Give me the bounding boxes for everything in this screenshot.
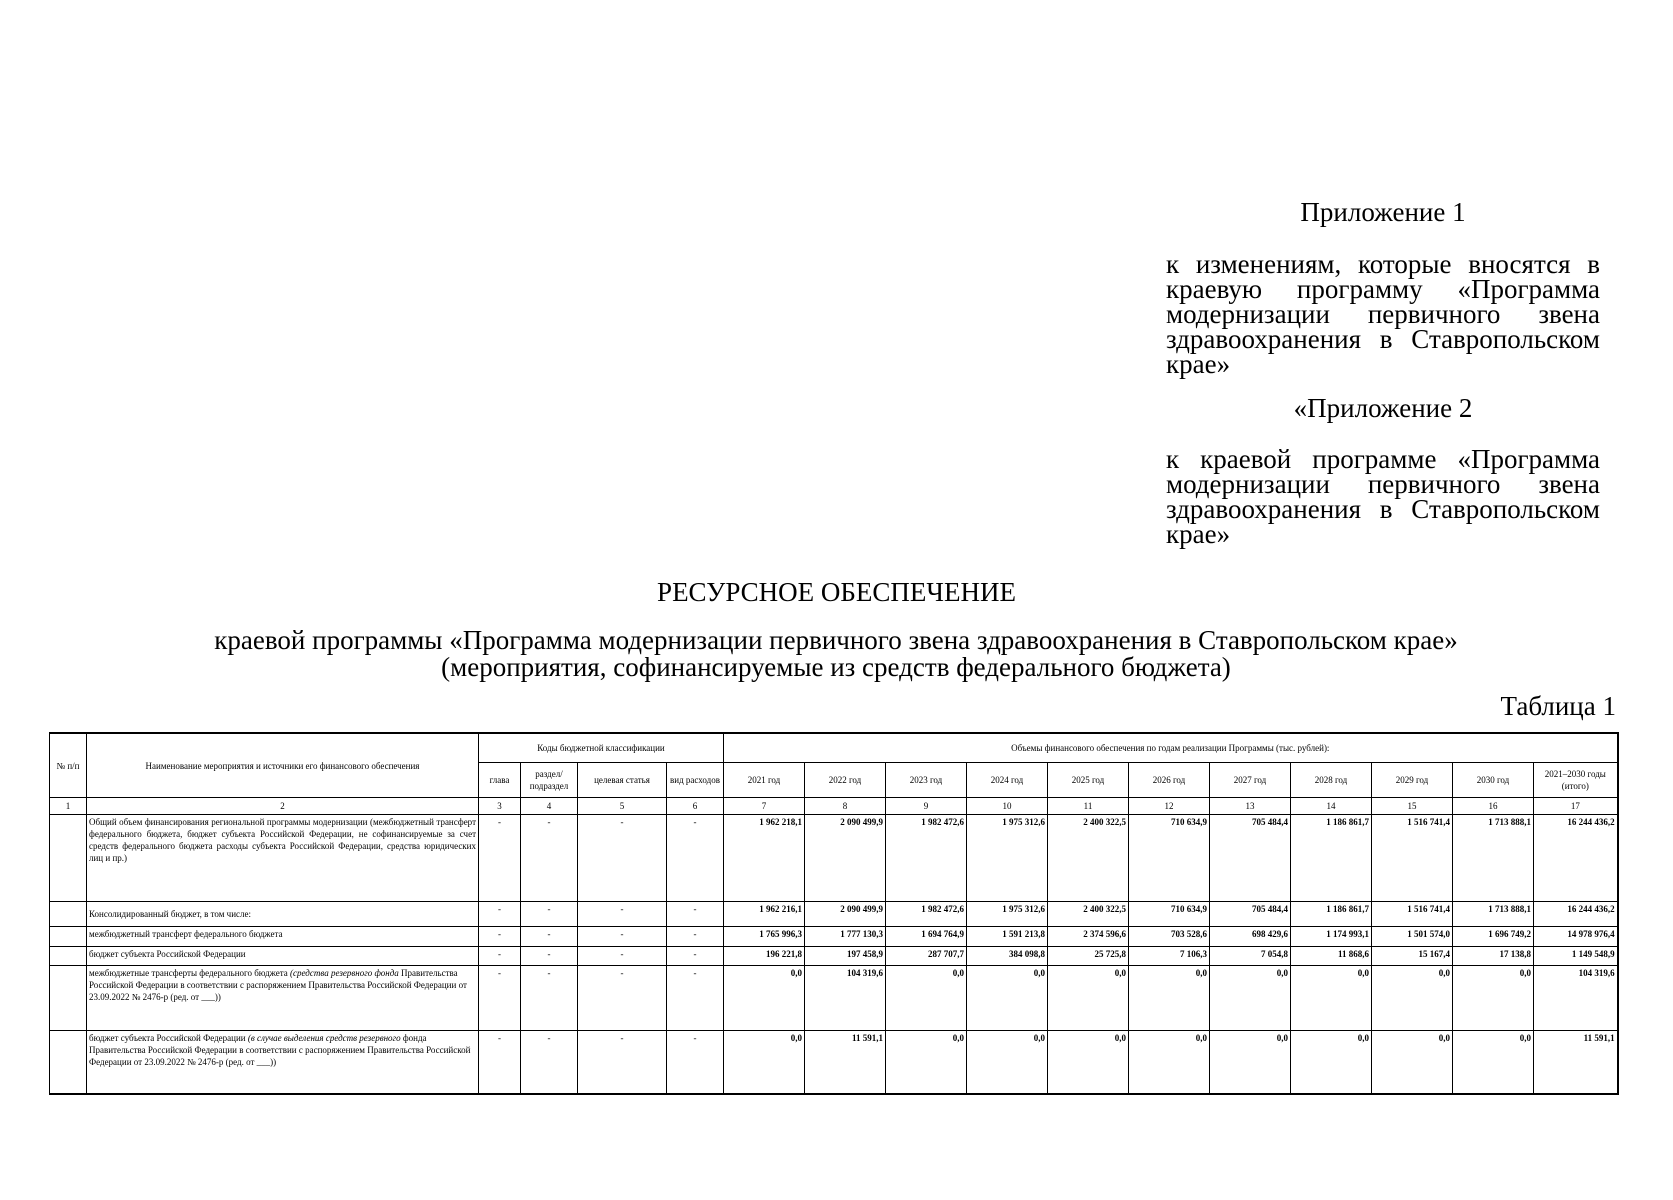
- code-cell: -: [521, 902, 578, 927]
- value-cell: 1 696 749,2: [1453, 927, 1534, 947]
- header-year-col: 2022 год: [805, 763, 886, 798]
- header-name: Наименование мероприятия и источники его финансового обеспечения: [87, 733, 479, 798]
- column-number: 15: [1372, 798, 1453, 815]
- value-cell: 705 484,4: [1210, 902, 1291, 927]
- value-cell: 0,0: [1453, 966, 1534, 1031]
- row-name: Общий объем финансирования региональной программы модернизации (межбюджетный трансферт федерального бюджета, бюджет субъекта Российской Федерации, не софинансируемые за счет средств федерального бюджета расходы субъекта Российской Федерации, средства юридических лиц и пр.): [87, 815, 479, 902]
- header-code-col: глава: [479, 763, 521, 798]
- appendix2-title: «Приложение 2: [1293, 393, 1473, 423]
- value-cell: 0,0: [1453, 1031, 1534, 1095]
- value-cell: 1 149 548,9: [1534, 947, 1618, 966]
- code-cell: -: [578, 815, 667, 902]
- code-cell: -: [667, 1031, 724, 1095]
- column-number: 13: [1210, 798, 1291, 815]
- row-name: Консолидированный бюджет, в том числе:: [87, 902, 479, 927]
- code-cell: -: [578, 947, 667, 966]
- resource-table: [49, 732, 1619, 1095]
- column-number: 9: [886, 798, 967, 815]
- header-volumes-group: Объемы финансового обеспечения по годам реализации Программы (тыс. рублей):: [724, 733, 1618, 763]
- value-cell: 2 374 596,6: [1048, 927, 1129, 947]
- value-cell: 17 138,8: [1453, 947, 1534, 966]
- row-num-cell: [50, 902, 87, 927]
- row-name-italic: (средства резервного фонда: [290, 968, 399, 978]
- value-cell: 0,0: [724, 1031, 805, 1095]
- value-cell: 197 458,9: [805, 947, 886, 966]
- header-year-col: 2027 год: [1210, 763, 1291, 798]
- code-cell: -: [479, 902, 521, 927]
- column-number: 7: [724, 798, 805, 815]
- value-cell: 0,0: [1048, 966, 1129, 1031]
- header-code-col: вид расходов: [667, 763, 724, 798]
- row-name-rest: Правительства Российской Федерации в соответствии с распоряжением Правительства Российской Федерации от 23.09.2022 № 2476-р (ред. от ___)): [89, 968, 467, 1002]
- code-cell: -: [521, 927, 578, 947]
- header-year-col: 2026 год: [1129, 763, 1210, 798]
- value-cell: 25 725,8: [1048, 947, 1129, 966]
- value-cell: 705 484,4: [1210, 815, 1291, 902]
- code-cell: -: [479, 947, 521, 966]
- code-cell: -: [521, 947, 578, 966]
- value-cell: 1 501 574,0: [1372, 927, 1453, 947]
- value-cell: 698 429,6: [1210, 927, 1291, 947]
- value-cell: 710 634,9: [1129, 815, 1210, 902]
- row-name-main: бюджет субъекта Российской Федерации: [89, 1033, 246, 1043]
- column-number: 4: [521, 798, 578, 815]
- value-cell: 1 765 996,3: [724, 927, 805, 947]
- row-name: [87, 966, 479, 1031]
- value-cell: 703 528,6: [1129, 927, 1210, 947]
- document-title: РЕСУРСНОЕ ОБЕСПЕЧЕНИЕ: [657, 577, 1016, 607]
- appendix2-text: к краевой программе «Программа модернизации первичного звена здравоохранения в Ставропольском крае»: [1166, 444, 1600, 549]
- column-number: 1: [50, 798, 87, 815]
- value-cell: 287 707,7: [886, 947, 967, 966]
- subtitle-line1: краевой программы «Программа модернизации первичного звена здравоохранения в Ставропольском крае»: [214, 625, 1458, 655]
- value-cell: 1 777 130,3: [805, 927, 886, 947]
- value-cell: 104 319,6: [1534, 966, 1618, 1031]
- appendix1-title: Приложение 1: [1300, 197, 1466, 227]
- header-year-col: 2023 год: [886, 763, 967, 798]
- value-cell: 0,0: [1291, 966, 1372, 1031]
- column-number: 6: [667, 798, 724, 815]
- code-cell: -: [578, 1031, 667, 1095]
- header-year-col: 2025 год: [1048, 763, 1129, 798]
- column-number-row: [50, 798, 1618, 815]
- value-cell: 1 174 993,1: [1291, 927, 1372, 947]
- code-cell: -: [667, 966, 724, 1031]
- header-year-col: 2030 год: [1453, 763, 1534, 798]
- header-year-col: 2024 год: [967, 763, 1048, 798]
- table-row: [50, 902, 1618, 927]
- table-row: [50, 947, 1618, 966]
- column-number: 17: [1534, 798, 1618, 815]
- value-cell: 384 098,8: [967, 947, 1048, 966]
- value-cell: 11 591,1: [1534, 1031, 1618, 1095]
- value-cell: 0,0: [967, 1031, 1048, 1095]
- column-number: 5: [578, 798, 667, 815]
- row-num-cell: [50, 947, 87, 966]
- row-name-italic: (в случае выделения средств резервного: [247, 1033, 401, 1043]
- row-num-cell: [50, 1031, 87, 1095]
- value-cell: 16 244 436,2: [1534, 815, 1618, 902]
- value-cell: 11 868,6: [1291, 947, 1372, 966]
- value-cell: 0,0: [967, 966, 1048, 1031]
- column-number: 16: [1453, 798, 1534, 815]
- code-cell: -: [578, 902, 667, 927]
- value-cell: 1 713 888,1: [1453, 902, 1534, 927]
- code-cell: -: [479, 815, 521, 902]
- value-cell: 1 975 312,6: [967, 902, 1048, 927]
- value-cell: 1 962 218,1: [724, 815, 805, 902]
- value-cell: 0,0: [1210, 966, 1291, 1031]
- value-cell: 1 516 741,4: [1372, 815, 1453, 902]
- value-cell: 0,0: [886, 966, 967, 1031]
- row-name-main: межбюджетные трансферты федерального бюджета: [89, 968, 288, 978]
- table-label: Таблица 1: [1500, 691, 1616, 721]
- row-num-cell: [50, 927, 87, 947]
- header-year-col: 2021 год: [724, 763, 805, 798]
- value-cell: 11 591,1: [805, 1031, 886, 1095]
- header-year-col: 2029 год: [1372, 763, 1453, 798]
- value-cell: 1 962 216,1: [724, 902, 805, 927]
- value-cell: 7 054,8: [1210, 947, 1291, 966]
- code-cell: -: [667, 927, 724, 947]
- value-cell: 0,0: [1129, 1031, 1210, 1095]
- header-codes-group: Коды бюджетной классификации: [479, 733, 724, 763]
- row-name: [87, 1031, 479, 1095]
- subtitle-line2: (мероприятия, софинансируемые из средств федерального бюджета): [441, 652, 1231, 682]
- row-num-cell: [50, 966, 87, 1031]
- value-cell: 2 090 499,9: [805, 902, 886, 927]
- value-cell: 1 186 861,7: [1291, 902, 1372, 927]
- header-year-col: 2028 год: [1291, 763, 1372, 798]
- value-cell: 1 591 213,8: [967, 927, 1048, 947]
- value-cell: 1 982 472,6: [886, 815, 967, 902]
- table-row: [50, 966, 1618, 1031]
- value-cell: 0,0: [1048, 1031, 1129, 1095]
- column-number: 14: [1291, 798, 1372, 815]
- value-cell: 7 106,3: [1129, 947, 1210, 966]
- value-cell: 0,0: [1372, 1031, 1453, 1095]
- value-cell: 710 634,9: [1129, 902, 1210, 927]
- value-cell: 0,0: [886, 1031, 967, 1095]
- value-cell: 1 516 741,4: [1372, 902, 1453, 927]
- value-cell: 16 244 436,2: [1534, 902, 1618, 927]
- column-number: 12: [1129, 798, 1210, 815]
- row-name: бюджет субъекта Российской Федерации: [87, 947, 479, 966]
- header-year-col: 2021–2030 годы (итого): [1534, 763, 1618, 798]
- header-num: № п/п: [50, 733, 87, 798]
- value-cell: 1 694 764,9: [886, 927, 967, 947]
- row-name: межбюджетный трансферт федерального бюджета: [87, 927, 479, 947]
- column-number: 10: [967, 798, 1048, 815]
- code-cell: -: [667, 947, 724, 966]
- column-number: 3: [479, 798, 521, 815]
- code-cell: -: [521, 815, 578, 902]
- row-name-rest: фонда Правительства Российской Федерации в соответствии с распоряжением Правительства Российской Федерации от 23.09.2022 № 2476-р (ред. от ___)): [89, 1033, 471, 1067]
- value-cell: 0,0: [724, 966, 805, 1031]
- row-num-cell: [50, 815, 87, 902]
- value-cell: 1 186 861,7: [1291, 815, 1372, 902]
- code-cell: -: [479, 927, 521, 947]
- value-cell: 1 982 472,6: [886, 902, 967, 927]
- code-cell: -: [521, 966, 578, 1031]
- column-number: 2: [87, 798, 479, 815]
- value-cell: 0,0: [1129, 966, 1210, 1031]
- appendix1-text: к изменениям, которые вносятся в краевую программу «Программа модернизации первичного звена здравоохранения в Ставропольском крае»: [1166, 249, 1600, 379]
- value-cell: 1 975 312,6: [967, 815, 1048, 902]
- value-cell: 0,0: [1291, 1031, 1372, 1095]
- table-row: [50, 927, 1618, 947]
- code-cell: -: [667, 815, 724, 902]
- value-cell: 196 221,8: [724, 947, 805, 966]
- table-header-row: [50, 733, 1618, 763]
- document-subtitle: [186, 627, 1486, 681]
- code-cell: -: [479, 1031, 521, 1095]
- value-cell: 104 319,6: [805, 966, 886, 1031]
- value-cell: 14 978 976,4: [1534, 927, 1618, 947]
- value-cell: 2 090 499,9: [805, 815, 886, 902]
- table-row: [50, 815, 1618, 902]
- code-cell: -: [578, 927, 667, 947]
- column-number: 8: [805, 798, 886, 815]
- value-cell: 2 400 322,5: [1048, 815, 1129, 902]
- value-cell: 2 400 322,5: [1048, 902, 1129, 927]
- code-cell: -: [578, 966, 667, 1031]
- value-cell: 0,0: [1372, 966, 1453, 1031]
- column-number: 11: [1048, 798, 1129, 815]
- header-code-col: целевая статья: [578, 763, 667, 798]
- header-code-col: раздел/ подраздел: [521, 763, 578, 798]
- value-cell: 0,0: [1210, 1031, 1291, 1095]
- code-cell: -: [521, 1031, 578, 1095]
- table-row: [50, 1031, 1618, 1095]
- value-cell: 1 713 888,1: [1453, 815, 1534, 902]
- code-cell: -: [667, 902, 724, 927]
- code-cell: -: [479, 966, 521, 1031]
- value-cell: 15 167,4: [1372, 947, 1453, 966]
